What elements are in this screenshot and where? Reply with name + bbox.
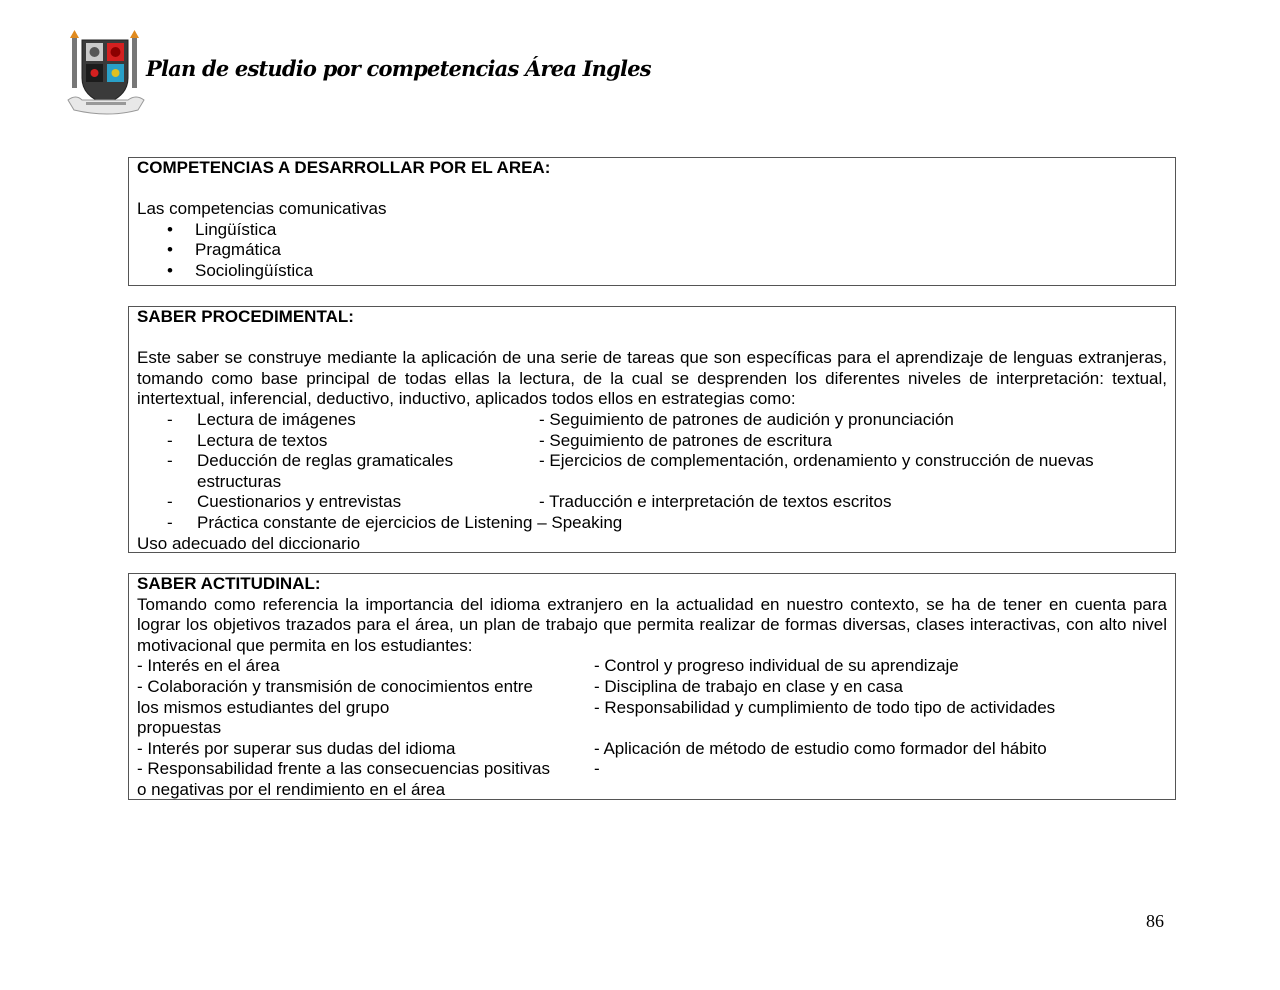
page-number: 86 <box>1146 911 1164 931</box>
list-item: - Interés por superar sus dudas del idioma - Aplicación de método de estudio como formador del hábito <box>137 738 1047 758</box>
list-item: propuestas <box>137 718 222 738</box>
document-title: Plan de estudio por competencias Área Ingles <box>146 56 651 81</box>
list-item: • Pragmática <box>137 240 1167 261</box>
list-item: - Práctica constante de ejercicios de Listening – Speaking <box>167 512 623 532</box>
saber-procedimental-section <box>128 306 1176 553</box>
procedimental-heading: SABER PROCEDIMENTAL: <box>137 307 354 326</box>
list-item: - Lectura de textos - Seguimiento de patrones de escritura <box>167 430 832 450</box>
list-item: - Cuestionarios y entrevistas - Traducción e interpretación de textos escritos <box>167 492 892 512</box>
list-item: - Responsabilidad frente a las consecuencias positivas - <box>137 759 600 779</box>
actitudinal-paragraph: Tomando como referencia la importancia del idioma extranjero en la actualidad en nuestro contexto, se ha de tener en cuenta para lograr los objetivos trazados para el área, un plan de trabajo que permita realizar de formas diversas, clases interactivas, con alto nivel motivacional que permita en los estudiantes: <box>137 594 1167 655</box>
list-item: • Sociolingüística <box>137 261 1167 282</box>
list-item: - Deducción de reglas gramaticales - Ejercicios de complementación, ordenamiento y construcción de nuevas <box>167 451 1094 471</box>
procedimental-paragraph: Este saber se construye mediante la aplicación de una serie de tareas que son específicas para el aprendizaje de lenguas extranjeras, tomando como base principal de todas ellas la lectura, de la cual se desprenden los diferentes niveles de interpretación: textual, intertextual, inferencial, deductivo, inductivo, aplicados todos ellos en estrategias como: <box>137 348 1167 409</box>
actitudinal-heading: SABER ACTITUDINAL: <box>137 574 321 593</box>
procedimental-last-line: Uso adecuado del diccionario <box>137 533 361 553</box>
list-item-continuation: estructuras <box>197 471 282 491</box>
list-item: los mismos estudiantes del grupo - Responsabilidad y cumplimiento de todo tipo de actividades <box>137 697 1056 717</box>
competencias-list <box>137 220 1167 282</box>
list-item: - Colaboración y transmisión de conocimientos entre - Disciplina de trabajo en clase y en casa <box>137 676 903 696</box>
competencias-heading: COMPETENCIAS A DESARROLLAR POR EL AREA: <box>137 158 551 177</box>
page-header <box>66 28 666 123</box>
list-item: o negativas por el rendimiento en el área <box>137 779 446 799</box>
school-crest-logo <box>66 28 150 120</box>
list-item: • Lingüística <box>137 220 1167 241</box>
competencias-intro: Las competencias comunicativas <box>137 199 387 219</box>
list-item: - Lectura de imágenes - Seguimiento de patrones de audición y pronunciación <box>167 409 954 429</box>
list-item: - Interés en el área - Control y progreso individual de su aprendizaje <box>137 656 959 676</box>
competencias-section <box>128 157 1176 286</box>
saber-actitudinal-section <box>128 573 1176 800</box>
